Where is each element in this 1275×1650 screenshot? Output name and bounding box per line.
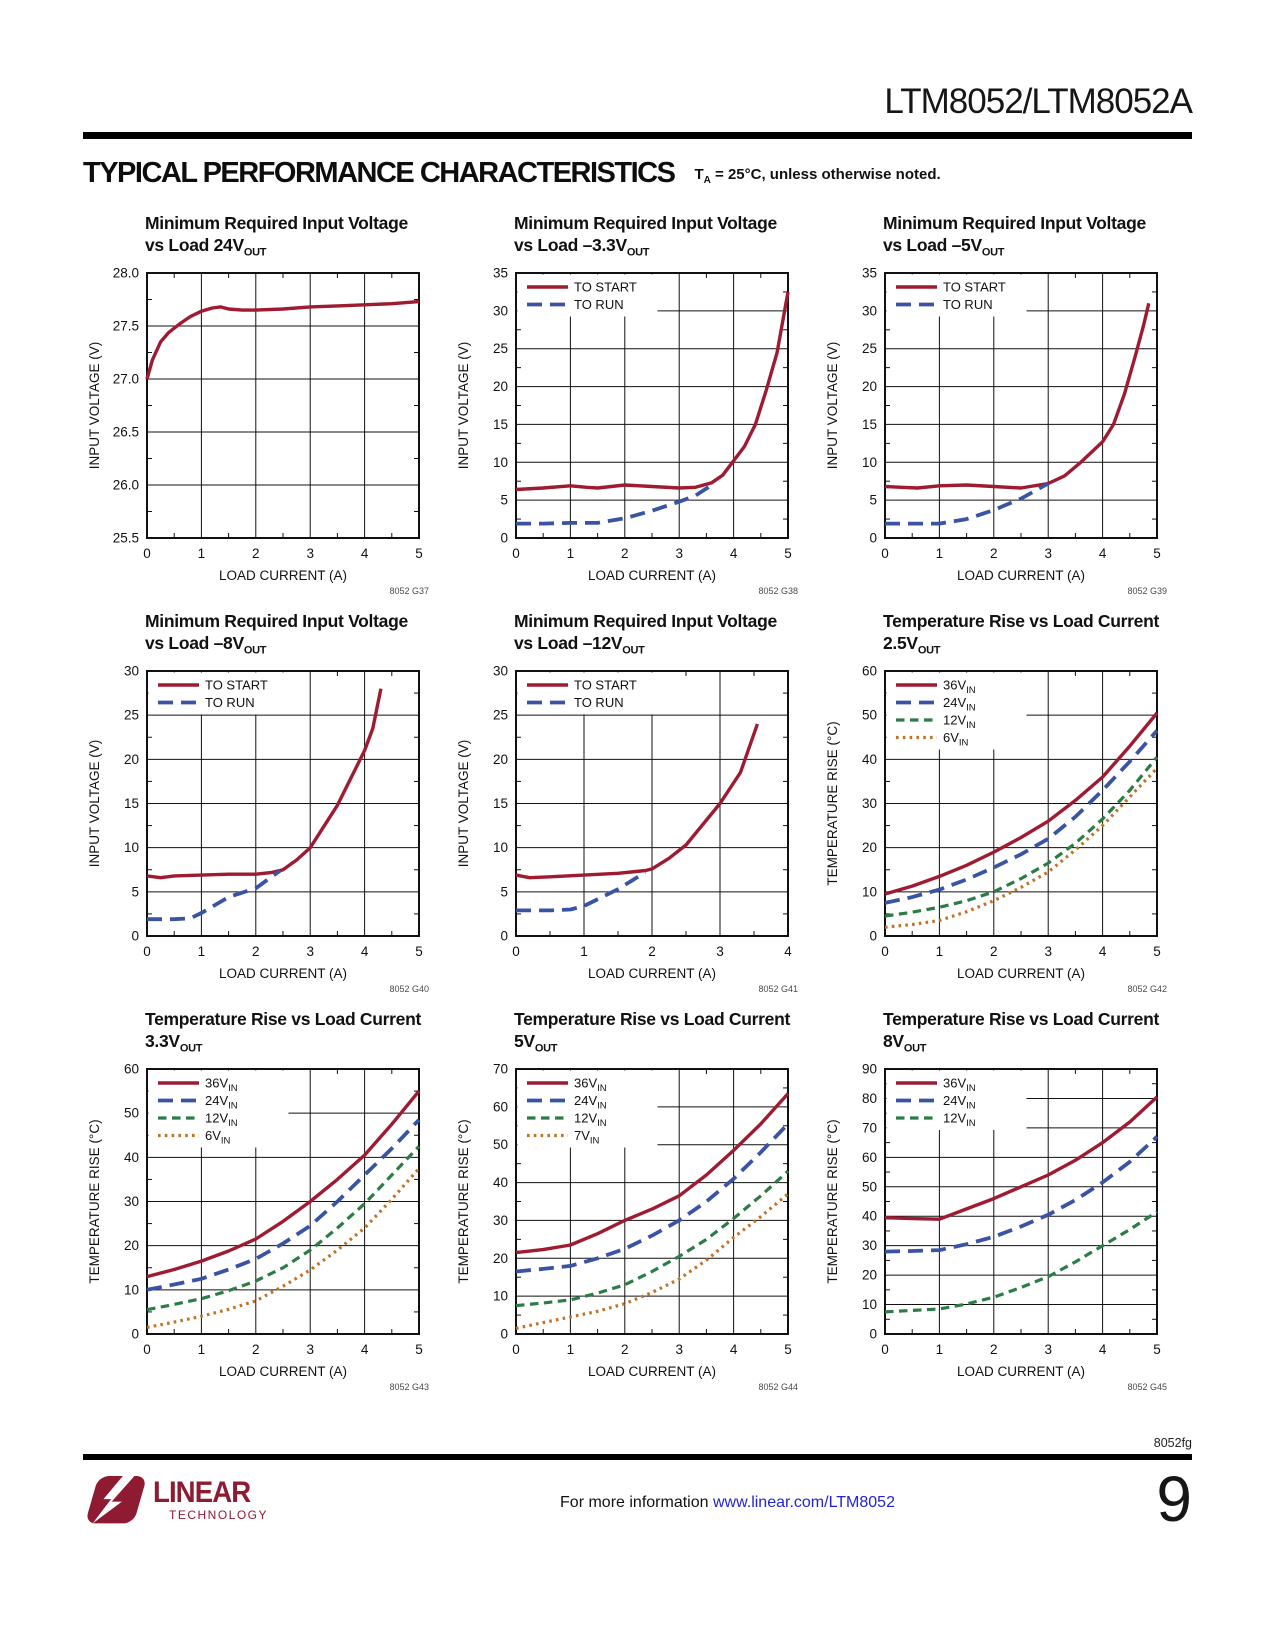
svg-text:25: 25: [492, 707, 508, 723]
svg-text:27.5: 27.5: [112, 318, 139, 334]
logo-text: [153, 1478, 268, 1521]
chart-plot: [83, 1062, 452, 1396]
svg-text:50: 50: [861, 1179, 877, 1195]
svg-text:4: 4: [729, 546, 738, 561]
chart-plot: [83, 664, 452, 998]
svg-text:2: 2: [990, 546, 998, 561]
svg-text:0: 0: [869, 928, 877, 944]
svg-text:10: 10: [123, 840, 139, 856]
svg-text:30: 30: [123, 664, 139, 679]
note-sub: A: [703, 175, 711, 186]
legend-label: $24V_{IN}$: [205, 1093, 238, 1112]
svg-text:30: 30: [861, 303, 877, 319]
svg-text:0: 0: [881, 944, 889, 959]
series-line: [516, 1171, 788, 1305]
legend-label: TO RUN: [574, 297, 624, 312]
svg-text:5: 5: [1153, 546, 1161, 561]
x-axis-label: LOAD CURRENT (A): [587, 966, 717, 981]
chart-cell: [821, 610, 1190, 998]
figure-id: 8052 G40: [389, 984, 429, 994]
svg-text:40: 40: [861, 1208, 877, 1224]
chart-cell: [83, 1008, 452, 1396]
svg-text:20: 20: [492, 379, 508, 395]
series-line: [885, 484, 1048, 524]
svg-text:0: 0: [500, 530, 508, 546]
svg-text:90: 90: [861, 1062, 877, 1077]
x-axis-label: LOAD CURRENT (A): [956, 568, 1086, 583]
chart-title: Temperature Rise vs Load Current $8V_{OUT}$: [883, 1009, 1159, 1055]
svg-text:30: 30: [123, 1194, 139, 1209]
svg-text:3: 3: [1044, 944, 1052, 959]
charts-grid: [83, 212, 1192, 1396]
y-axis-label: TEMPERATURE RISE (°C): [87, 1119, 102, 1284]
svg-text:20: 20: [492, 751, 508, 767]
svg-text:1: 1: [935, 546, 944, 561]
svg-text:1: 1: [580, 944, 588, 959]
footer-rule: [83, 1454, 1192, 1460]
footer-info: [383, 1494, 1072, 1512]
chart-cell: [452, 212, 821, 600]
series-line: [516, 1194, 788, 1328]
chart-title: Minimum Required Input Voltage vs Load $-5V_{OUT}$: [883, 213, 1146, 259]
svg-text:5: 5: [500, 884, 508, 900]
svg-text:2: 2: [621, 546, 629, 561]
svg-text:25: 25: [492, 341, 508, 357]
chart-title: Minimum Required Input Voltage vs Load $-8V_{OUT}$: [145, 611, 408, 657]
svg-text:2: 2: [252, 944, 260, 959]
svg-text:25.5: 25.5: [112, 530, 139, 546]
legend-label: $12V_{IN}$: [205, 1110, 238, 1129]
svg-text:20: 20: [123, 751, 139, 767]
svg-text:35: 35: [861, 266, 877, 281]
svg-text:40: 40: [861, 751, 877, 767]
svg-text:5: 5: [1153, 1342, 1161, 1357]
chart-title: Minimum Required Input Voltage vs Load $-3.3V_{OUT}$: [514, 213, 777, 259]
header-rule: [83, 132, 1192, 139]
svg-text:0: 0: [131, 928, 139, 944]
svg-text:1: 1: [197, 546, 206, 561]
series-line: [147, 1168, 419, 1327]
legend-label: $24V_{IN}$: [943, 1093, 976, 1112]
svg-text:27.0: 27.0: [112, 371, 139, 387]
svg-text:50: 50: [492, 1137, 508, 1153]
x-axis-label: LOAD CURRENT (A): [956, 1364, 1086, 1379]
svg-text:1: 1: [935, 1342, 944, 1357]
svg-text:30: 30: [861, 796, 877, 811]
svg-text:35: 35: [492, 266, 508, 281]
legend-label: TO START: [943, 279, 1006, 295]
y-axis-label: TEMPERATURE RISE (°C): [456, 1119, 471, 1284]
svg-text:1: 1: [566, 546, 575, 561]
svg-text:2: 2: [990, 1342, 998, 1357]
chart-plot: [83, 266, 452, 600]
svg-text:15: 15: [861, 416, 877, 432]
svg-text:0: 0: [869, 530, 877, 546]
logo-name: LINEAR: [153, 1476, 251, 1509]
x-axis-label: LOAD CURRENT (A): [218, 568, 348, 583]
logo-subname: TECHNOLOGY: [169, 1508, 269, 1522]
svg-text:1: 1: [197, 1342, 206, 1357]
svg-text:20: 20: [861, 1267, 877, 1283]
series-line: [516, 292, 788, 490]
svg-text:70: 70: [861, 1120, 877, 1136]
svg-text:60: 60: [861, 664, 877, 679]
x-axis-label: LOAD CURRENT (A): [587, 1364, 717, 1379]
chart-plot: [452, 266, 821, 600]
legend-label: $24V_{IN}$: [943, 695, 976, 714]
svg-text:10: 10: [861, 1297, 877, 1313]
page-number: 9: [1156, 1463, 1192, 1535]
svg-text:0: 0: [881, 1342, 889, 1357]
chart-cell: [452, 610, 821, 998]
svg-text:70: 70: [492, 1062, 508, 1077]
svg-text:0: 0: [143, 546, 151, 561]
y-axis-label: INPUT VOLTAGE (V): [825, 341, 840, 470]
svg-text:10: 10: [861, 884, 877, 900]
y-axis-label: INPUT VOLTAGE (V): [87, 341, 102, 470]
legend-label: $12V_{IN}$: [574, 1110, 607, 1129]
legend-label: $36V_{IN}$: [943, 677, 976, 696]
series-line: [885, 1137, 1157, 1252]
svg-text:0: 0: [131, 1326, 139, 1342]
svg-text:3: 3: [1044, 546, 1052, 561]
legend-label: TO RUN: [943, 297, 993, 312]
svg-text:40: 40: [492, 1175, 508, 1191]
svg-text:4: 4: [360, 944, 369, 959]
y-axis-label: INPUT VOLTAGE (V): [456, 739, 471, 868]
chart-cell: [821, 212, 1190, 600]
svg-text:5: 5: [869, 492, 877, 508]
svg-text:0: 0: [143, 944, 151, 959]
svg-text:3: 3: [306, 546, 314, 561]
series-line: [516, 485, 712, 524]
footer: [83, 1463, 1192, 1535]
legend-label: $12V_{IN}$: [943, 1110, 976, 1129]
svg-text:20: 20: [861, 379, 877, 395]
svg-text:10: 10: [861, 454, 877, 470]
svg-text:28.0: 28.0: [112, 266, 139, 281]
figure-id: 8052 G45: [1127, 1382, 1167, 1392]
svg-text:26.0: 26.0: [112, 477, 139, 493]
svg-text:3: 3: [716, 944, 724, 959]
section-note: [694, 166, 940, 188]
svg-text:2: 2: [990, 944, 998, 959]
figure-id: 8052 G41: [758, 984, 798, 994]
legend-label: TO START: [205, 677, 268, 693]
svg-text:5: 5: [415, 546, 423, 561]
y-axis-label: INPUT VOLTAGE (V): [87, 739, 102, 868]
svg-text:4: 4: [360, 1342, 369, 1357]
figure-id: 8052 G38: [758, 586, 798, 596]
svg-text:10: 10: [492, 840, 508, 856]
chart-title: Minimum Required Input Voltage vs Load $-12V_{OUT}$: [514, 611, 777, 657]
svg-text:20: 20: [861, 840, 877, 856]
svg-text:15: 15: [492, 416, 508, 432]
svg-text:4: 4: [1098, 1342, 1107, 1357]
legend-label: $6V_{IN}$: [943, 730, 969, 749]
svg-text:20: 20: [123, 1238, 139, 1254]
svg-text:4: 4: [1098, 546, 1107, 561]
x-axis-label: LOAD CURRENT (A): [956, 966, 1086, 981]
svg-text:3: 3: [306, 1342, 314, 1357]
chart-title: Temperature Rise vs Load Current $5V_{OUT}$: [514, 1009, 790, 1055]
footer-info-prefix: For more information: [560, 1494, 713, 1511]
legend-label: TO START: [574, 279, 637, 295]
svg-text:0: 0: [500, 928, 508, 944]
svg-text:5: 5: [415, 944, 423, 959]
svg-text:20: 20: [492, 1250, 508, 1266]
svg-text:25: 25: [123, 707, 139, 723]
svg-text:30: 30: [861, 1238, 877, 1254]
figure-id: 8052 G42: [1127, 984, 1167, 994]
figure-id: 8052 G43: [389, 1382, 429, 1392]
footer-link[interactable]: www.linear.com/LTM8052: [712, 1494, 895, 1511]
chart-cell: [821, 1008, 1190, 1396]
svg-text:5: 5: [784, 1342, 792, 1357]
svg-text:5: 5: [784, 546, 792, 561]
svg-text:5: 5: [415, 1342, 423, 1357]
legend-label: $24V_{IN}$: [574, 1093, 607, 1112]
svg-text:10: 10: [492, 454, 508, 470]
chart-title: Temperature Rise vs Load Current $2.5V_{OUT}$: [883, 611, 1159, 657]
svg-text:10: 10: [123, 1282, 139, 1298]
svg-text:2: 2: [252, 1342, 260, 1357]
section-head: [83, 159, 1192, 188]
note-prefix: T: [694, 166, 704, 183]
legend-label: $36V_{IN}$: [943, 1075, 976, 1094]
svg-text:2: 2: [252, 546, 260, 561]
svg-text:3: 3: [306, 944, 314, 959]
chart-plot: [452, 664, 821, 998]
series-line: [516, 724, 757, 878]
svg-text:0: 0: [512, 944, 520, 959]
legend-label: TO RUN: [574, 695, 624, 710]
y-axis-label: TEMPERATURE RISE (°C): [825, 721, 840, 886]
svg-text:0: 0: [500, 1326, 508, 1342]
svg-text:2: 2: [621, 1342, 629, 1357]
svg-text:1: 1: [566, 1342, 575, 1357]
chart-cell: [452, 1008, 821, 1396]
chart-title: Temperature Rise vs Load Current $3.3V_{OUT}$: [145, 1009, 421, 1055]
svg-text:60: 60: [492, 1099, 508, 1115]
figure-id: 8052 G37: [389, 586, 429, 596]
svg-text:30: 30: [492, 1212, 508, 1228]
svg-text:80: 80: [861, 1090, 877, 1106]
figure-id: 8052 G44: [758, 1382, 798, 1392]
svg-text:60: 60: [123, 1062, 139, 1077]
chart-cell: [83, 212, 452, 600]
lt-logo-icon: [83, 1472, 147, 1530]
svg-text:4: 4: [784, 944, 792, 959]
legend-label: $7V_{IN}$: [574, 1128, 600, 1147]
x-axis-label: LOAD CURRENT (A): [218, 1364, 348, 1379]
svg-text:10: 10: [492, 1288, 508, 1304]
svg-text:15: 15: [123, 796, 139, 811]
linear-technology-logo: [83, 1472, 383, 1530]
svg-text:0: 0: [869, 1326, 877, 1342]
figure-id: 8052 G39: [1127, 586, 1167, 596]
svg-text:0: 0: [143, 1342, 151, 1357]
svg-text:0: 0: [512, 546, 520, 561]
svg-text:4: 4: [1098, 944, 1107, 959]
svg-text:5: 5: [500, 492, 508, 508]
svg-text:25: 25: [861, 341, 877, 357]
legend-label: $36V_{IN}$: [205, 1075, 238, 1094]
svg-text:60: 60: [861, 1149, 877, 1165]
note-rest: = 25°C, unless otherwise noted.: [710, 166, 941, 183]
svg-text:30: 30: [492, 303, 508, 319]
section-title: TYPICAL PERFORMANCE CHARACTERISTICS: [83, 157, 675, 189]
series-line: [147, 689, 381, 878]
svg-text:4: 4: [729, 1342, 738, 1357]
x-axis-label: LOAD CURRENT (A): [218, 966, 348, 981]
chart-plot: [452, 1062, 821, 1396]
x-axis-label: LOAD CURRENT (A): [587, 568, 717, 583]
svg-text:2: 2: [648, 944, 656, 959]
doc-title: LTM8052/LTM8052A: [884, 82, 1192, 121]
svg-text:15: 15: [492, 796, 508, 811]
series-line: [147, 302, 419, 379]
y-axis-label: TEMPERATURE RISE (°C): [825, 1119, 840, 1284]
svg-text:4: 4: [360, 546, 369, 561]
chart-plot: [821, 664, 1190, 998]
svg-text:5: 5: [131, 884, 139, 900]
svg-text:50: 50: [861, 707, 877, 723]
legend-label: $12V_{IN}$: [943, 712, 976, 731]
chart-title: Minimum Required Input Voltage vs Load $24V_{OUT}$: [145, 213, 408, 259]
chart-plot: [821, 266, 1190, 600]
svg-text:1: 1: [197, 944, 206, 959]
svg-text:50: 50: [123, 1105, 139, 1121]
svg-text:0: 0: [881, 546, 889, 561]
svg-text:1: 1: [935, 944, 944, 959]
svg-text:3: 3: [675, 1342, 683, 1357]
doc-revision-code: 8052fg: [1153, 1436, 1192, 1450]
svg-text:40: 40: [123, 1149, 139, 1165]
legend-label: TO RUN: [205, 695, 255, 710]
svg-text:0: 0: [512, 1342, 520, 1357]
chart-plot: [821, 1062, 1190, 1396]
svg-text:30: 30: [492, 664, 508, 679]
svg-text:26.5: 26.5: [112, 424, 139, 440]
svg-text:3: 3: [1044, 1342, 1052, 1357]
chart-cell: [83, 610, 452, 998]
svg-text:3: 3: [675, 546, 683, 561]
legend-label: TO START: [574, 677, 637, 693]
svg-text:5: 5: [1153, 944, 1161, 959]
y-axis-label: INPUT VOLTAGE (V): [456, 341, 471, 470]
series-line: [885, 303, 1149, 488]
legend-label: $6V_{IN}$: [205, 1128, 231, 1147]
legend-label: $36V_{IN}$: [574, 1075, 607, 1094]
